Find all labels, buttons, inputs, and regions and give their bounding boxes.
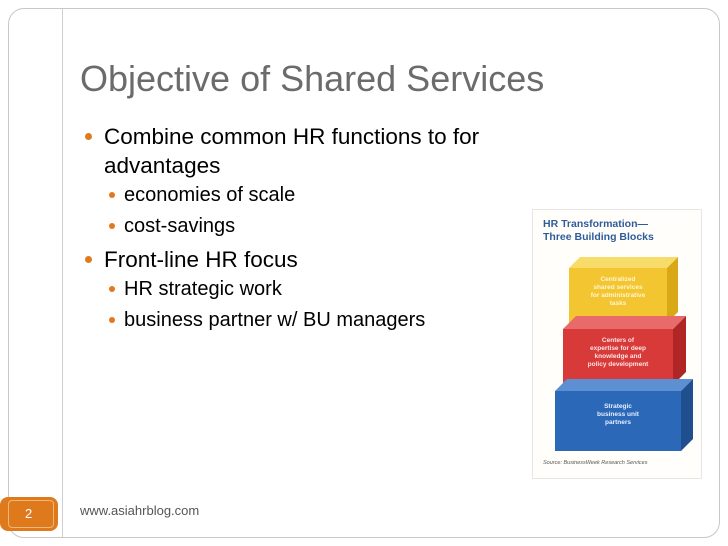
bullet-text: Front-line HR focus	[104, 247, 298, 272]
bullet-text: Combine common HR functions to for advantages	[104, 124, 480, 178]
sub-bullet-icon	[109, 317, 115, 323]
sub-bullet-text: cost-savings	[124, 215, 236, 237]
bullet-list	[82, 122, 542, 339]
sub-bullet-icon	[109, 286, 115, 292]
figure-source: Source: BusinessWeek Research Services	[543, 460, 648, 466]
bullet-item	[82, 122, 542, 180]
figure-title-line-1: HR Transformation—	[543, 218, 649, 230]
sub-bullet-item	[82, 308, 542, 333]
block-shared-services-label: Centralized shared services for administrative tasks	[590, 276, 646, 307]
sub-bullet-item	[82, 277, 542, 302]
block-strategic-label: Strategic business unit partners	[597, 403, 639, 426]
sub-bullet-text: economies of scale	[124, 184, 296, 206]
sub-bullet-text: HR strategic work	[124, 278, 282, 300]
bullet-icon	[85, 133, 92, 140]
divider-line	[62, 9, 63, 537]
slide-title: Objective of Shared Services	[80, 58, 545, 99]
figure-title-line-2: Three Building Blocks	[543, 231, 654, 243]
bullet-item	[82, 245, 542, 274]
sub-bullet-item	[82, 214, 542, 239]
building-blocks-figure	[532, 209, 702, 479]
page-number: 2	[8, 500, 54, 528]
page-number-badge	[0, 497, 58, 531]
sub-bullet-icon	[109, 192, 115, 198]
bullet-icon	[85, 256, 92, 263]
sub-bullet-icon	[109, 223, 115, 229]
sub-bullet-item	[82, 183, 542, 208]
block-centers-label: Centers of expertise for deep knowledge and policy development	[587, 337, 649, 368]
sub-bullet-text: business partner w/ BU managers	[124, 309, 426, 331]
footer-url: www.asiahrblog.com	[80, 503, 200, 518]
